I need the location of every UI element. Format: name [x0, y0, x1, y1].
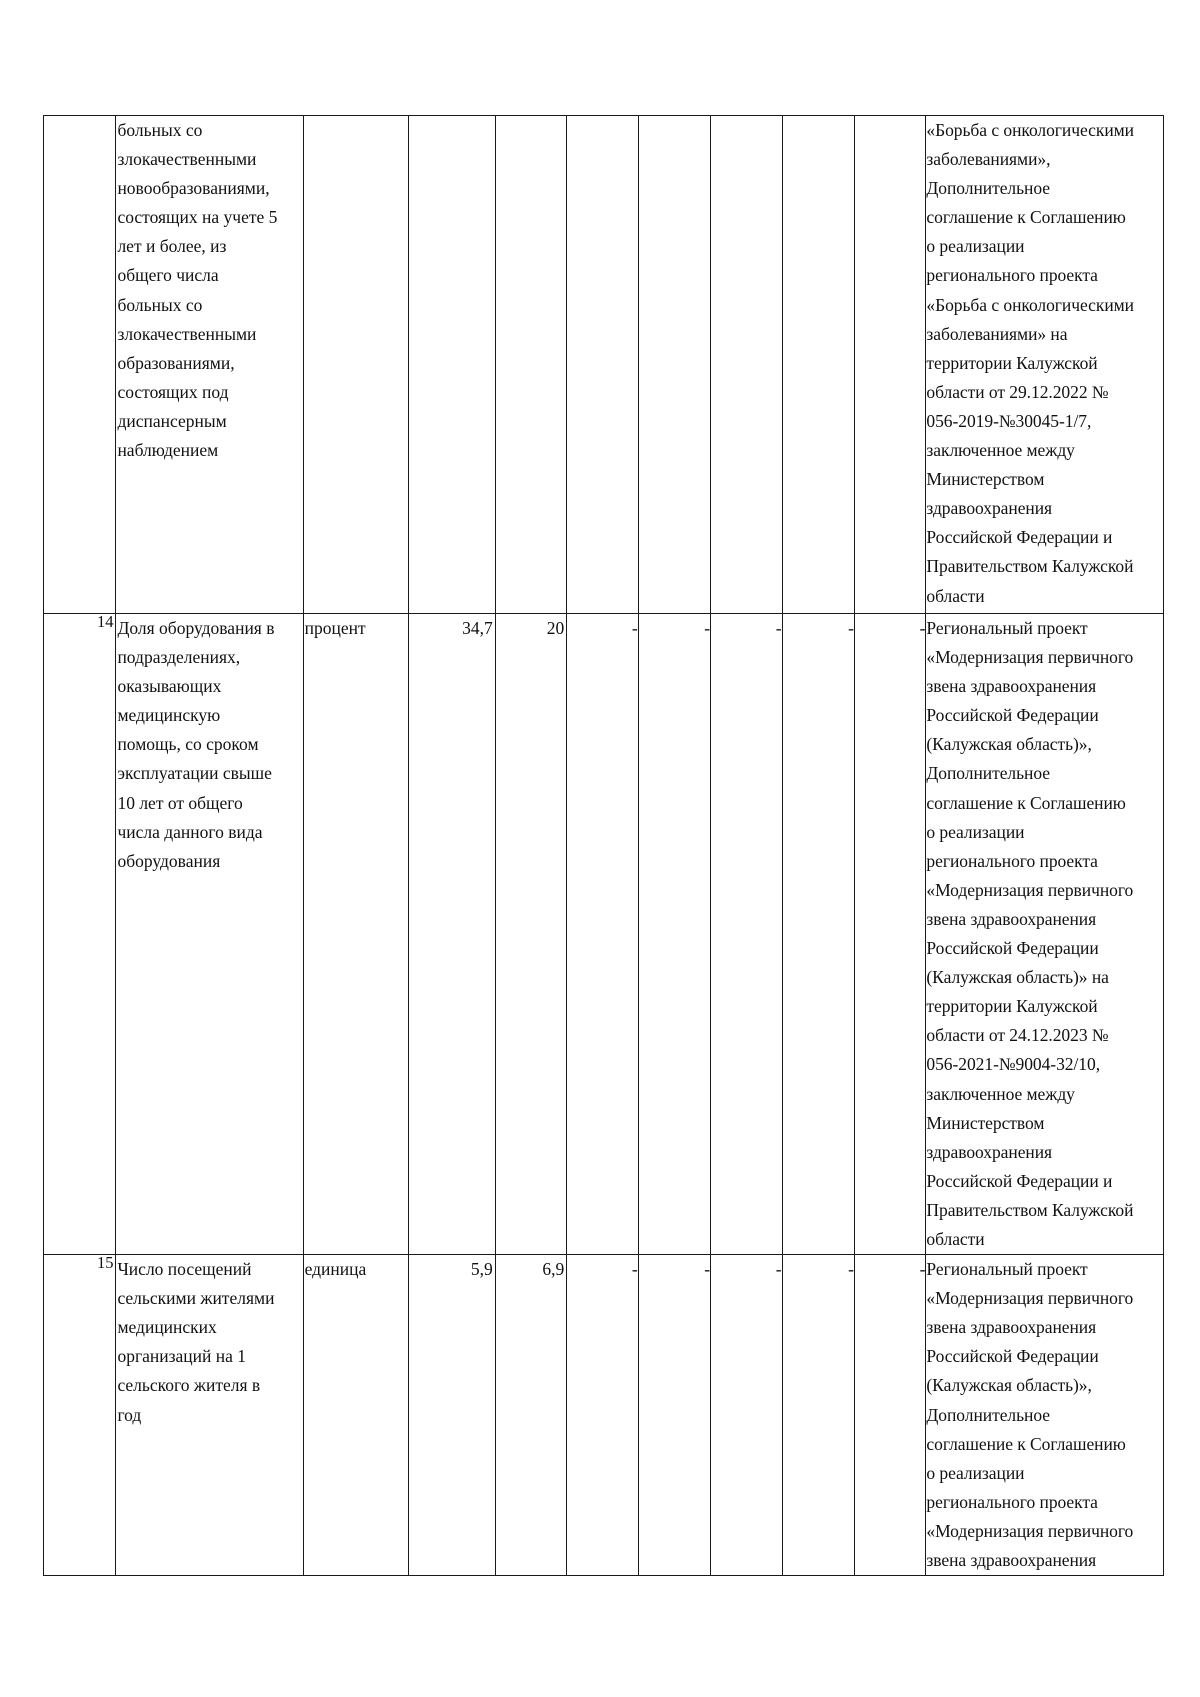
- value-cell: [409, 116, 496, 614]
- value-cell: 20: [495, 614, 566, 1255]
- source-cell: Региональный проект «Модернизация первичного звена здравоохранения Российской Федерации (Калужская область)», Дополнительное соглашение к Соглашению о реализации регионального проекта «Модернизация первичного звена здравоохранения Российской Федерации (Калужская область)» на территории Калужской области от 24.12.2023 № 056-2021-№9004-32/10, заключенное между Министерством здравоохранения Российской Федерации и Правительством Калужской области: [926, 614, 1164, 1255]
- value-cell: 6,9: [495, 1255, 566, 1576]
- value-cell: -: [711, 1255, 782, 1576]
- value-cell: [854, 116, 925, 614]
- source-cell: «Борьба с онкологическими заболеваниями», Дополнительное соглашение к Соглашению о реализации регионального проекта «Борьба с онкологическими заболеваниями» на территории Калужской области от 29.12.2022 № 056-2019-№30045-1/7, заключенное между Министерством здравоохранения Российской Федерации и Правительством Калужской области: [926, 116, 1164, 614]
- value-cell: [782, 116, 854, 614]
- value-cell: 5,9: [409, 1255, 496, 1576]
- unit-cell: процент: [303, 614, 409, 1255]
- value-cell: 34,7: [409, 614, 496, 1255]
- value-cell: -: [854, 614, 925, 1255]
- value-cell: -: [567, 614, 638, 1255]
- table-row: [44, 116, 1164, 614]
- row-number-cell: [44, 116, 116, 614]
- indicator-name-cell: Доля оборудования в подразделениях, оказывающих медицинскую помощь, со сроком эксплуатации свыше 10 лет от общего числа данного вида оборудования: [116, 614, 303, 1255]
- table-row: [44, 1255, 1164, 1576]
- value-cell: -: [567, 1255, 638, 1576]
- row-number-cell: 14: [44, 614, 116, 1255]
- value-cell: -: [854, 1255, 925, 1576]
- value-cell: [711, 116, 782, 614]
- indicator-name-cell: Число посещений сельскими жителями медицинских организаций на 1 сельского жителя в год: [116, 1255, 303, 1576]
- value-cell: -: [638, 1255, 710, 1576]
- value-cell: -: [638, 614, 710, 1255]
- source-cell: Региональный проект «Модернизация первичного звена здравоохранения Российской Федерации (Калужская область)», Дополнительное соглашение к Соглашению о реализации регионального проекта «Модернизация первичного звена здравоохранения: [926, 1255, 1164, 1576]
- unit-cell: единица: [303, 1255, 409, 1576]
- value-cell: [567, 116, 638, 614]
- indicators-table: [43, 115, 1164, 1576]
- row-number-cell: 15: [44, 1255, 116, 1576]
- value-cell: -: [782, 614, 854, 1255]
- value-cell: -: [782, 1255, 854, 1576]
- value-cell: [638, 116, 710, 614]
- indicator-name-cell: больных со злокачественными новообразованиями, состоящих на учете 5 лет и более, из общего числа больных со злокачественными образованиями, состоящих под диспансерным наблюдением: [116, 116, 303, 614]
- value-cell: -: [711, 614, 782, 1255]
- unit-cell: [303, 116, 409, 614]
- value-cell: [495, 116, 566, 614]
- table-row: [44, 614, 1164, 1255]
